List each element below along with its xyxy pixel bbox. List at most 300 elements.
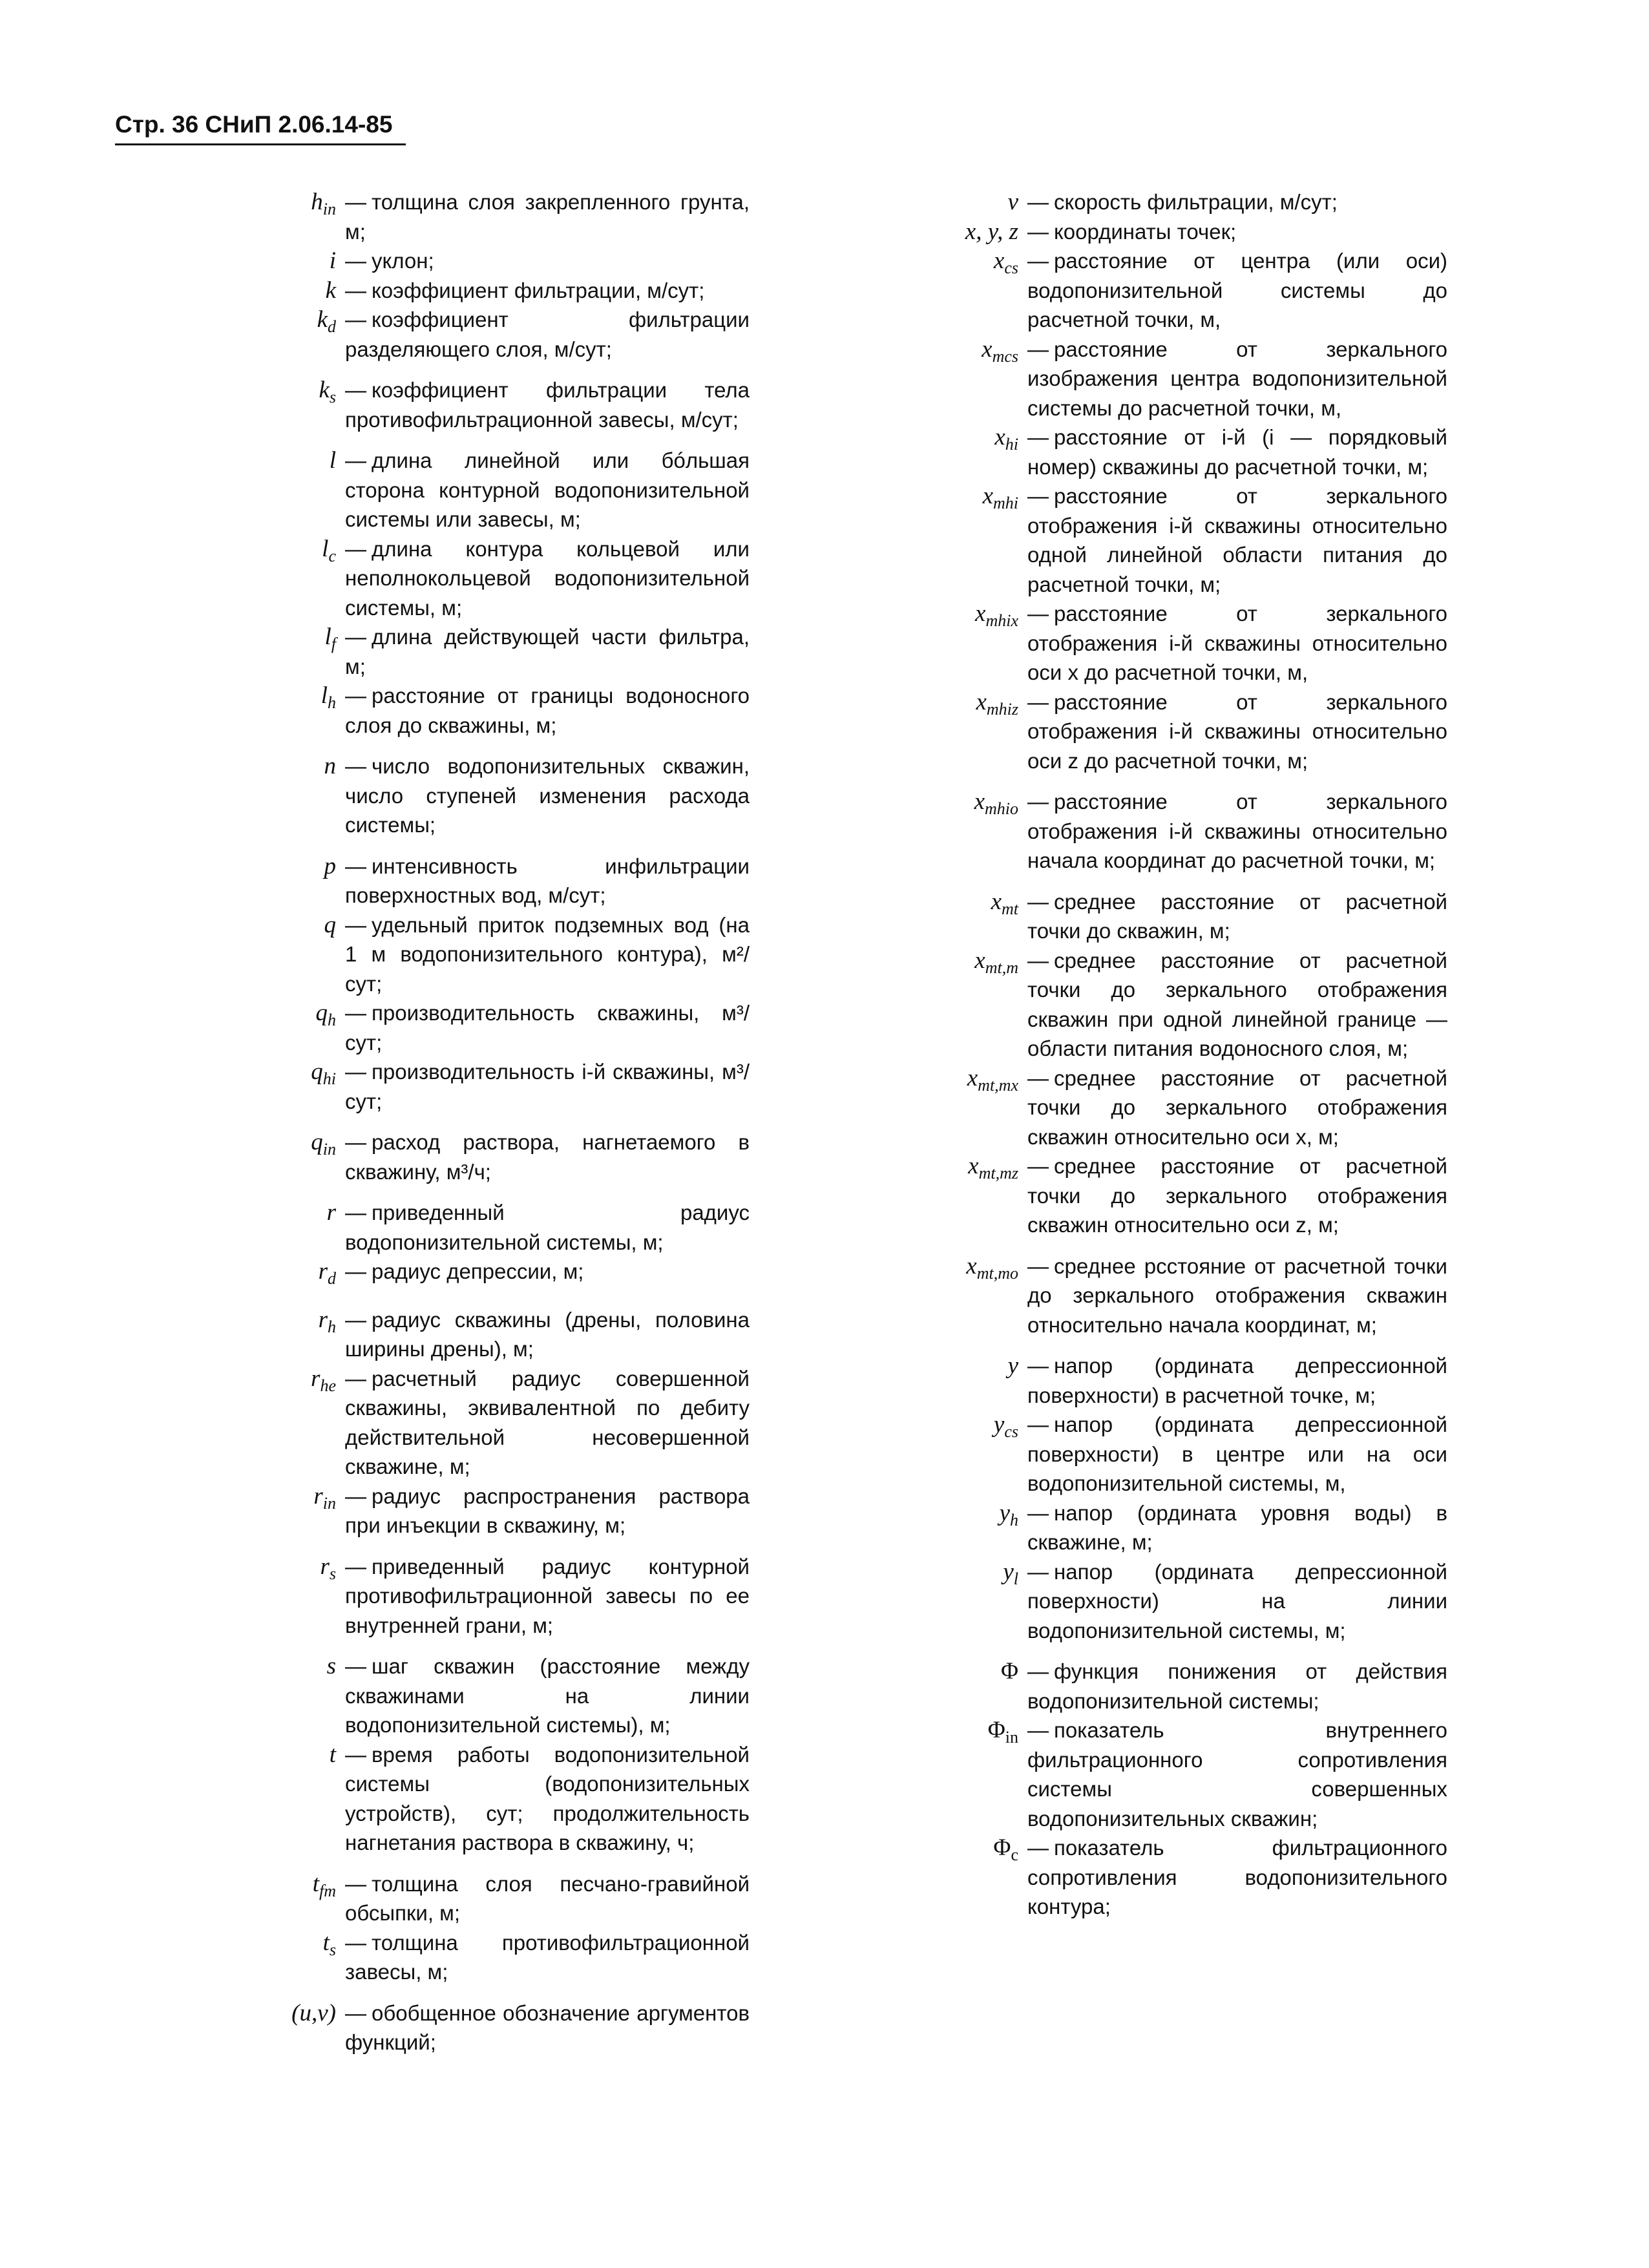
dash-separator: — — [1027, 790, 1049, 814]
symbol — [892, 1351, 1018, 1410]
definition-entry — [892, 1716, 1447, 1833]
symbol-main: x — [982, 335, 993, 362]
symbol-subscript: mt,mx — [978, 1075, 1018, 1095]
definition-entry — [892, 946, 1447, 1064]
definition-text-wrapper — [1027, 335, 1447, 423]
symbol-main: h — [311, 189, 323, 215]
symbol-main: t — [312, 1870, 319, 1897]
definition-text-wrapper — [345, 534, 750, 623]
definition-entry — [239, 1928, 750, 1987]
definition-text-wrapper — [345, 187, 750, 246]
symbol — [239, 910, 336, 999]
definition-entry — [239, 1198, 750, 1257]
right-column — [892, 187, 1447, 1922]
definition-text: обобщенное обозначение аргументов функций; — [345, 2000, 750, 2054]
symbol — [892, 946, 1018, 1064]
definition-entry — [239, 446, 750, 534]
symbol — [239, 276, 336, 306]
definition-text-wrapper — [1027, 946, 1447, 1064]
symbol-subscript: he — [320, 1376, 336, 1395]
symbol-main: x — [974, 788, 985, 815]
definition-text: расстояние от зеркального отображения i-й скважины относительно начала координат до расчетной точки, м; — [1027, 790, 1447, 872]
symbol-subscript: l — [1013, 1569, 1018, 1588]
definition-text-wrapper — [1027, 599, 1447, 688]
symbol-main: x — [993, 247, 1005, 274]
dash-separator: — — [345, 249, 366, 273]
definition-text: время работы водопонизительной системы (водопонизительных устройств), сут; продолжительность нагнетания раствора в скважину, ч; — [345, 1742, 750, 1854]
symbol-subscript: hi — [1005, 435, 1018, 454]
symbol-main: x — [974, 947, 985, 974]
definition-entry — [892, 217, 1447, 247]
definition-text: производительность i-й скважины, м³/сут; — [345, 1060, 750, 1113]
dash-separator: — — [1027, 337, 1049, 361]
symbol — [892, 335, 1018, 423]
definition-text: расход раствора, нагнетаемого в скважину, м³/ч; — [345, 1130, 750, 1184]
symbol — [239, 1057, 336, 1116]
definition-text-wrapper — [1027, 1657, 1447, 1716]
definition-text-wrapper — [345, 246, 750, 276]
definition-text: расчетный радиус совершенной скважины, эквивалентной по дебиту действительной несовершенной скважине, м; — [345, 1366, 750, 1478]
symbol-main: l — [324, 624, 331, 650]
dash-separator: — — [345, 854, 366, 878]
symbol-main: Φ — [987, 1717, 1005, 1743]
symbol-main: r — [326, 1199, 336, 1226]
symbol — [239, 1482, 336, 1540]
definition-text: функция понижения от действия водопонизительной системы; — [1027, 1659, 1447, 1713]
symbol — [239, 1305, 336, 1364]
definition-text-wrapper — [1027, 1716, 1447, 1833]
symbol — [239, 1999, 336, 2057]
definition-text: интенсивность инфильтрации поверхностных вод, м/сут; — [345, 854, 750, 907]
dash-separator: — — [1027, 190, 1049, 214]
symbol-subscript: cs — [1004, 1422, 1018, 1441]
dash-separator: — — [1027, 602, 1049, 625]
symbol-subscript: mt — [1002, 899, 1018, 918]
symbol-subscript: mt,m — [985, 958, 1018, 977]
definition-text-wrapper — [1027, 1252, 1447, 1340]
symbol — [892, 1498, 1018, 1557]
symbol — [239, 305, 336, 364]
symbol-main: (u,v) — [291, 1999, 336, 2026]
dash-separator: — — [345, 308, 366, 331]
dash-separator: — — [345, 1307, 366, 1332]
definition-entry — [892, 1410, 1447, 1498]
symbol-subscript: mt,mz — [978, 1164, 1018, 1182]
definition-text-wrapper — [345, 1057, 750, 1116]
definition-text-wrapper — [345, 751, 750, 840]
symbol-main: t — [322, 1929, 330, 1956]
dash-separator: — — [1027, 484, 1049, 508]
symbol — [239, 681, 336, 740]
definition-text: радиус скважины (дрены, половина ширины дрены), м; — [345, 1307, 750, 1361]
dash-separator: — — [345, 754, 366, 778]
definition-text-wrapper — [1027, 217, 1447, 247]
dash-separator: — — [1027, 1559, 1049, 1584]
dash-separator: — — [1027, 1154, 1049, 1178]
dash-separator: — — [1027, 249, 1049, 273]
symbol-subscript: f — [331, 635, 336, 653]
symbol — [239, 1652, 336, 1740]
definition-text-wrapper — [345, 305, 750, 364]
symbol-main: Φ — [993, 1834, 1011, 1861]
definition-entry — [239, 681, 750, 740]
symbol-subscript: mhi — [993, 494, 1018, 512]
definition-entry — [239, 852, 750, 910]
symbol — [892, 481, 1018, 599]
symbol-main: y — [999, 1499, 1010, 1526]
definition-text: толщина слоя песчано-гравийной обсыпки, м; — [345, 1871, 750, 1925]
definition-text: длина линейной или бóльшая сторона контурной водопонизительной системы или завесы, м; — [345, 448, 750, 531]
definition-entry — [892, 787, 1447, 876]
dash-separator: — — [345, 1259, 366, 1283]
definition-text-wrapper — [1027, 787, 1447, 876]
definition-text: показатель фильтрационного сопротивления водопонизительного контура; — [1027, 1836, 1447, 1918]
definition-text: расстояние от зеркального изображения центра водопонизительной системы до расчетной точки, м, — [1027, 337, 1447, 420]
definition-entry — [239, 622, 750, 681]
dash-separator: — — [345, 625, 366, 649]
dash-separator: — — [1027, 889, 1049, 914]
dash-separator: — — [345, 912, 366, 937]
definition-entry — [892, 246, 1447, 335]
definition-entry — [892, 423, 1447, 481]
symbol — [239, 852, 336, 910]
symbol — [892, 1557, 1018, 1646]
definition-text: напор (ордината депрессионной поверхности) в расчетной точке, м; — [1027, 1354, 1447, 1407]
definition-text-wrapper — [345, 998, 750, 1057]
definition-text: расстояние от зеркального отображения i-й скважины относительно одной линейной области питания до расчетной точки, м; — [1027, 484, 1447, 596]
symbol — [239, 1552, 336, 1641]
definition-text-wrapper — [345, 375, 750, 434]
definition-entry — [239, 534, 750, 623]
symbol-main: q — [324, 911, 336, 938]
definition-text: напор (ордината депрессионной поверхности) на линии водопонизительной системы, м; — [1027, 1559, 1447, 1643]
symbol — [892, 1833, 1018, 1922]
definition-text-wrapper — [345, 681, 750, 740]
symbol — [239, 187, 336, 246]
symbol — [892, 1064, 1018, 1152]
symbol-main: k — [317, 306, 328, 333]
dash-separator: — — [1027, 948, 1049, 972]
symbol-subscript: in — [1005, 1728, 1018, 1747]
definition-entry — [892, 481, 1447, 599]
definition-text: координаты точек; — [1054, 219, 1237, 244]
symbol-main: x — [967, 1064, 978, 1091]
symbol-subscript: c — [328, 546, 336, 565]
dash-separator: — — [345, 536, 366, 561]
definition-text-wrapper — [1027, 887, 1447, 946]
definition-entry — [892, 1151, 1447, 1240]
definition-entry — [892, 1833, 1447, 1922]
definition-text-wrapper — [1027, 1833, 1447, 1922]
definition-text: коэффициент фильтрации тела противофильтрационной завесы, м/сут; — [345, 378, 750, 432]
symbol-main: x, y, z — [965, 218, 1018, 245]
dash-separator: — — [345, 278, 366, 302]
symbol-main: r — [318, 1306, 328, 1333]
symbol — [239, 1740, 336, 1858]
symbol — [892, 1410, 1018, 1498]
symbol — [239, 751, 336, 840]
symbol-main: x — [976, 688, 987, 715]
definition-entry — [239, 751, 750, 840]
symbol-main: l — [329, 447, 336, 474]
definition-text-wrapper — [1027, 1064, 1447, 1152]
symbol-main: x — [991, 888, 1002, 915]
symbol — [239, 246, 336, 276]
symbol-subscript: h — [328, 693, 336, 712]
symbol-main: q — [311, 1129, 323, 1155]
definition-text-wrapper — [345, 1928, 750, 1987]
symbol-main: s — [326, 1653, 336, 1679]
symbol-subscript: h — [328, 1011, 336, 1029]
symbol-subscript: d — [328, 1269, 336, 1288]
symbol — [239, 534, 336, 623]
definition-entry — [239, 375, 750, 434]
symbol-main: y — [1003, 1558, 1014, 1585]
definition-text: среднее расстояние от расчетной точки до зеркального отображения скважин относительно оси z, м; — [1027, 1154, 1447, 1237]
symbol-main: y — [1007, 1352, 1018, 1379]
definition-text-wrapper — [345, 446, 750, 534]
symbol — [239, 622, 336, 681]
symbol-main: r — [313, 1482, 323, 1509]
definition-text: длина действующей части фильтра, м; — [345, 625, 750, 678]
definition-text-wrapper — [1027, 481, 1447, 599]
definition-text-wrapper — [345, 910, 750, 999]
symbol-subscript: s — [329, 388, 336, 406]
symbol-subscript: mhio — [985, 799, 1018, 818]
symbol — [892, 787, 1018, 876]
definition-text: скорость фильтрации, м/сут; — [1054, 190, 1338, 214]
symbol-subscript: in — [322, 1493, 336, 1513]
header-rule — [115, 143, 406, 145]
definition-entry — [239, 276, 750, 306]
definition-entry — [239, 1305, 750, 1364]
definition-text-wrapper — [345, 1198, 750, 1257]
symbol — [892, 1657, 1018, 1716]
symbol — [239, 1928, 336, 1987]
symbol — [892, 1151, 1018, 1240]
definition-text: напор (ордината депрессионной поверхности) в центре или на оси водопонизительной системы, м, — [1027, 1412, 1447, 1495]
symbol-subscript: in — [322, 1140, 336, 1159]
definition-entry — [239, 1257, 750, 1294]
definition-text-wrapper — [1027, 423, 1447, 481]
definition-text: производительность скважины, м³/сут; — [345, 1001, 750, 1055]
definition-entry — [239, 1652, 750, 1740]
definition-text-wrapper — [1027, 246, 1447, 335]
definition-text-wrapper — [345, 1552, 750, 1641]
symbol — [239, 375, 336, 434]
definition-text-wrapper — [1027, 1151, 1447, 1240]
definition-text: радиус распространения раствора при инъекции в скважину, м; — [345, 1484, 750, 1537]
definition-text-wrapper — [345, 1257, 750, 1294]
dash-separator: — — [345, 684, 366, 708]
dash-separator: — — [1027, 1254, 1049, 1278]
symbol-subscript: mhiz — [986, 699, 1018, 719]
symbol-main: x — [975, 600, 986, 627]
definition-entry — [239, 1364, 750, 1482]
symbol-subscript: d — [328, 317, 336, 336]
definition-text: расстояние от i-й (i — порядковый номер) скважины до расчетной точки, м; — [1027, 425, 1447, 479]
symbol — [892, 246, 1018, 335]
definition-text: среднее рсстояние от расчетной точки до зеркального отображения скважин относительно начала координат, м; — [1027, 1254, 1447, 1337]
definition-text: показатель внутреннего фильтрационного сопротивления системы совершенных водопонизительных скважин; — [1027, 1718, 1447, 1831]
symbol-subscript: s — [329, 1940, 336, 1959]
definition-text-wrapper — [345, 1128, 750, 1186]
dash-separator: — — [345, 1654, 366, 1678]
dash-separator: — — [345, 190, 366, 214]
definition-text: уклон; — [372, 249, 434, 273]
dash-separator: — — [1027, 219, 1049, 244]
definition-text-wrapper — [1027, 688, 1447, 776]
dash-separator: — — [1027, 1500, 1049, 1525]
definition-text-wrapper — [1027, 187, 1447, 217]
dash-separator: — — [345, 378, 366, 402]
definition-entry — [239, 187, 750, 246]
symbol — [239, 1257, 336, 1294]
definition-text-wrapper — [1027, 1410, 1447, 1498]
dash-separator: — — [1027, 1836, 1049, 1860]
dash-separator: — — [345, 1130, 366, 1154]
definition-entry — [239, 1482, 750, 1540]
definition-text-wrapper — [345, 852, 750, 910]
definition-entry — [239, 1128, 750, 1186]
symbol-main: l — [320, 682, 328, 709]
symbol — [239, 998, 336, 1057]
definition-text: толщина противофильтрационной завесы, м; — [345, 1930, 750, 1984]
symbol — [239, 446, 336, 534]
definition-text: среднее расстояние от расчетной точки до скважин, м; — [1027, 889, 1447, 943]
dash-separator: — — [1027, 1659, 1049, 1683]
dash-separator: — — [345, 1001, 366, 1025]
symbol-subscript: s — [329, 1564, 336, 1583]
definition-text: расстояние от зеркального отображения i-й скважины относительно оси x до расчетной точки, м, — [1027, 602, 1447, 684]
definition-text: радиус депрессии, м; — [372, 1259, 584, 1283]
symbol-main: r — [318, 1258, 328, 1285]
definition-entry — [892, 1657, 1447, 1716]
left-column — [239, 187, 750, 2057]
symbol — [892, 423, 1018, 481]
definition-text: коэффициент фильтрации разделяющего слоя, м/сут; — [345, 308, 750, 361]
symbol — [892, 599, 1018, 688]
symbol-subscript: mhix — [985, 611, 1018, 630]
dash-separator: — — [345, 1201, 366, 1224]
definition-entry — [239, 1999, 750, 2057]
definition-text: приведенный радиус контурной противофильтрационной завесы по ее внутренней грани, м; — [345, 1554, 750, 1637]
definition-text-wrapper — [345, 1999, 750, 2057]
dash-separator: — — [345, 1554, 366, 1579]
dash-separator: — — [345, 1366, 366, 1391]
definition-entry — [239, 998, 750, 1057]
symbol-main: k — [319, 377, 330, 403]
definition-text-wrapper — [345, 276, 750, 306]
symbol-main: Φ — [1000, 1658, 1018, 1685]
symbol-main: l — [322, 535, 329, 562]
dash-separator: — — [1027, 1354, 1049, 1378]
definition-text: расстояние от зеркального отображения i-й скважины относительно оси z до расчетной точки, м; — [1027, 689, 1447, 773]
symbol — [239, 1869, 336, 1928]
dash-separator: — — [345, 1742, 366, 1767]
definition-text-wrapper — [1027, 1351, 1447, 1410]
definition-entry — [892, 887, 1447, 946]
definition-entry — [239, 246, 750, 276]
symbol-main: x — [966, 1252, 977, 1279]
symbol-main: x — [982, 483, 993, 509]
definition-text-wrapper — [345, 1869, 750, 1928]
definition-entry — [239, 305, 750, 364]
dash-separator: — — [1027, 1066, 1049, 1090]
symbol-subscript: in — [322, 200, 336, 218]
symbol — [892, 887, 1018, 946]
symbol — [892, 1716, 1018, 1833]
symbol-main: n — [324, 753, 336, 779]
definition-text-wrapper — [345, 1482, 750, 1540]
dash-separator: — — [345, 1930, 366, 1955]
symbol — [239, 1198, 336, 1257]
definition-text-wrapper — [345, 1652, 750, 1740]
definition-text-wrapper — [1027, 1498, 1447, 1557]
definition-text: приведенный радиус водопонизительной системы, м; — [345, 1201, 750, 1254]
definition-entry — [239, 1552, 750, 1641]
definition-entry — [239, 910, 750, 999]
definition-text: удельный приток подземных вод (на 1 м водопонизительного контура), м²/сут; — [345, 912, 750, 996]
symbol-main: y — [993, 1411, 1005, 1438]
symbol-main: k — [325, 277, 336, 304]
symbol-subscript: fm — [319, 1881, 336, 1900]
symbol-subscript: mcs — [992, 346, 1018, 366]
definition-text-wrapper — [345, 1740, 750, 1858]
dash-separator: — — [345, 1871, 366, 1896]
definition-text: коэффициент фильтрации, м/сут; — [372, 278, 705, 302]
definition-text: длина контура кольцевой или неполнокольцевой водопонизительной системы, м; — [345, 536, 750, 620]
symbol-main: t — [329, 1741, 336, 1768]
definition-entry — [892, 1064, 1447, 1152]
dash-separator: — — [1027, 1412, 1049, 1436]
symbol-main: q — [315, 1000, 328, 1026]
definition-entry — [892, 1351, 1447, 1410]
symbol-subscript: c — [1011, 1845, 1018, 1864]
symbol-main: v — [1007, 189, 1018, 215]
definition-text: толщина слоя закрепленного грунта, м; — [345, 190, 750, 244]
dash-separator: — — [345, 2000, 366, 2025]
definition-entry — [892, 335, 1447, 423]
definition-text: напор (ордината уровня воды) в скважине, м; — [1027, 1500, 1447, 1554]
symbol-main: r — [320, 1553, 330, 1580]
definition-text: среднее расстояние от расчетной точки до зеркального отображения скважин при одной линейной границе — области питания водоносного слоя, м; — [1027, 948, 1447, 1060]
definition-text-wrapper — [345, 1364, 750, 1482]
dash-separator: — — [1027, 425, 1049, 449]
dash-separator: — — [345, 448, 366, 472]
definition-text: среднее расстояние от расчетной точки до зеркального отображения скважин относительно оси x, м; — [1027, 1066, 1447, 1149]
symbol — [892, 187, 1018, 217]
symbol — [239, 1128, 336, 1186]
symbol-main: x — [968, 1153, 979, 1179]
definition-entry — [892, 1498, 1447, 1557]
definition-text-wrapper — [345, 1305, 750, 1364]
definition-entry — [892, 1252, 1447, 1340]
symbol-subscript: mt,mo — [976, 1263, 1018, 1283]
page-header: Стр. 36 СНиП 2.06.14-85 — [115, 111, 393, 138]
definition-entry — [239, 1057, 750, 1116]
definition-text-wrapper — [1027, 1557, 1447, 1646]
dash-separator: — — [1027, 1718, 1049, 1742]
symbol-main: q — [311, 1058, 323, 1085]
symbol-subscript: cs — [1004, 258, 1018, 277]
definition-entry — [892, 187, 1447, 217]
symbol-subscript: h — [1010, 1510, 1018, 1529]
definition-text: расстояние от границы водоносного слоя до скважины, м; — [345, 684, 750, 737]
symbol — [892, 217, 1018, 247]
definition-text: шаг скважин (расстояние между скважинами на линии водопонизительной системы), м; — [345, 1654, 750, 1737]
symbol-subscript: h — [328, 1317, 336, 1336]
